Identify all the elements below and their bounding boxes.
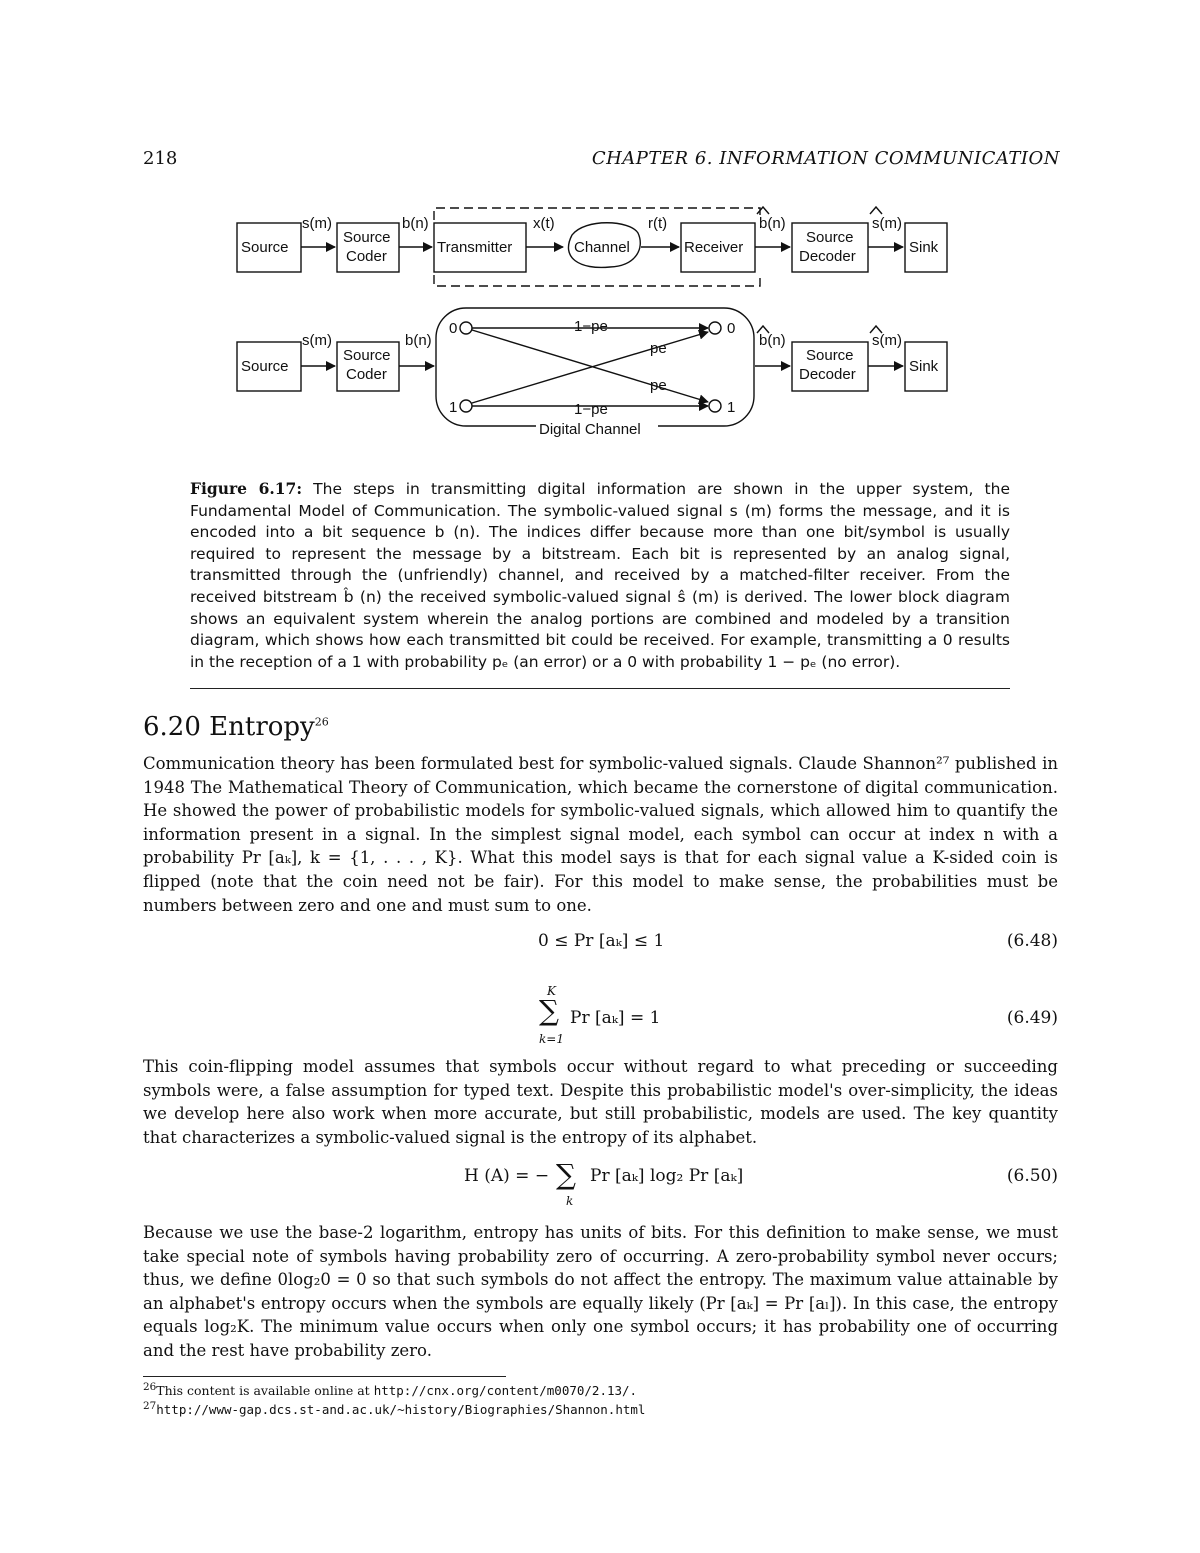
equation-6-50-sum-sign: ∑ [556, 1158, 576, 1191]
lower-signal-sm: s(m) [302, 332, 332, 349]
section-heading [143, 712, 329, 742]
lower-source-coder-label-2: Coder [346, 366, 387, 383]
section-title: 6.20 Entropy [143, 712, 315, 742]
channel-input-0: 0 [449, 320, 458, 337]
output-1-node [709, 400, 721, 412]
equation-6-50-rhs: Pr [aₖ] log₂ Pr [aₖ] [590, 1166, 744, 1186]
upper-source-coder-label-2: Coder [346, 248, 387, 265]
lower-source-decoder-label-2: Decoder [799, 366, 856, 383]
page-number: 218 [143, 148, 178, 169]
equation-number-6-48: (6.48) [1006, 931, 1058, 951]
figure-diagram [0, 190, 1200, 450]
equation-6-50-lhs: H (A) = − [464, 1166, 550, 1186]
equation-6-48: 0 ≤ Pr [aₖ] ≤ 1 [538, 931, 665, 951]
lower-signal-sm-hat: s(m) [872, 332, 902, 349]
caption-rule [190, 688, 1010, 689]
footnote-rule [143, 1376, 506, 1377]
upper-channel-label: Channel [574, 239, 630, 256]
equation-6-50-sum-index: k [566, 1194, 574, 1208]
lower-source-decoder-label-1: Source [806, 347, 854, 364]
equation-6-49: Pr [aₖ] = 1 [570, 1008, 661, 1028]
equation-6-49-sum [539, 984, 569, 1044]
upper-signal-bn-hat: b(n) [759, 215, 786, 232]
upper-source-decoder-label-1: Source [806, 229, 854, 246]
footnote-27 [143, 1400, 645, 1417]
channel-output-1: 1 [727, 399, 736, 416]
sum-lower-limit: k=1 [539, 1032, 564, 1046]
upper-transmitter-label: Transmitter [437, 239, 513, 256]
upper-signal-xt: x(t) [533, 215, 555, 232]
prob-cross-1: pe [650, 340, 667, 357]
footnote-26-text: This content is available online at [156, 1383, 374, 1399]
channel-output-0: 0 [727, 320, 736, 337]
sum-sign: ∑ [539, 994, 559, 1027]
footnote-27-mark: 27 [143, 1400, 157, 1412]
paragraph-1: Communication theory has been formulated best for symbolic-valued signals. Claude Shannon²⁷ published in 1948 The Mathematical Theory of Communication, which became the cornerstone of digital communication. He showed the power of probabilistic models for symbolic-valued signals, which allowed him to quantify the information present in a signal. In the simplest signal model, each symbol can occur at index n with a probability Pr [aₖ], k = {1, . . . , K}. What this model says is that for each signal value a K-sided coin is flipped (note that the coin need not be fair). For this model to make sense, the probabilities must be numbers between zero and one and must sum to one. [143, 754, 1058, 915]
upper-source-coder-label-1: Source [343, 229, 391, 246]
sum-upper-limit: K [547, 984, 556, 998]
upper-sink-label: Sink [909, 239, 939, 256]
lower-source-coder-label-1: Source [343, 347, 391, 364]
figure-caption-text: The steps in transmitting digital information are shown in the upper system, the Fundamental Model of Communication. The symbolic-valued signal s (m) forms the message, and it is encoded into a bit sequence b (n). The indices differ because more than one bit/symbol is usually required to represent the message by a bitstream. Each bit is represented by an analog signal, transmitted through the (unfriendly) channel, and received by a matched-filter receiver. From the received bitstream b̂ (n) the received symbolic-valued signal ŝ (m) is derived. The lower block diagram shows an equivalent system wherein the analog portions are combined and modeled by a transition diagram, which shows how each transmitted bit could be received. For example, transmitting a 0 results in the reception of a 1 with probability pₑ (an error) or a 0 with probability 1 − pₑ (no error). [190, 480, 1010, 671]
prob-bottom: 1−pe [574, 401, 608, 418]
equation-number-6-49: (6.49) [1006, 1008, 1058, 1028]
paragraph-2: This coin-flipping model assumes that symbols occur without regard to what preceding or succeeding symbols were, a false assumption for typed text. Despite this probabilistic model's over-simplicity, the ideas we develop here also work when more accurate, but still probabilistic, models are used. The key quantity that characterizes a symbolic-valued signal is the entropy of its alphabet. [143, 1057, 1058, 1147]
equation-number-6-50: (6.50) [1006, 1166, 1058, 1186]
footnote-26-mark: 26 [143, 1381, 157, 1393]
figure-caption [190, 478, 1010, 673]
section-footnote-mark: 26 [314, 715, 329, 729]
lower-source-label: Source [241, 358, 289, 375]
running-head: CHAPTER 6. INFORMATION COMMUNICATION [591, 148, 1060, 169]
input-0-node [460, 322, 472, 334]
output-0-node [709, 322, 721, 334]
upper-signal-rt: r(t) [648, 215, 668, 232]
lower-signal-bn: b(n) [405, 332, 432, 349]
prob-cross-2: pe [650, 377, 667, 394]
footnote-26-link[interactable]: http://cnx.org/content/m0070/2.13/. [373, 1383, 638, 1399]
prob-top: 1−pe [574, 318, 608, 335]
upper-signal-sm-hat: s(m) [872, 215, 902, 232]
footnote-26 [143, 1381, 637, 1398]
lower-sink-label: Sink [909, 358, 939, 375]
input-1-node [460, 400, 472, 412]
upper-source-decoder-label-2: Decoder [799, 248, 856, 265]
digital-channel-label: Digital Channel [539, 421, 641, 438]
upper-receiver-label: Receiver [684, 239, 744, 256]
upper-source-label: Source [241, 239, 289, 256]
footnote-27-link[interactable]: http://www-gap.dcs.st-and.ac.uk/~history/Biographies/Shannon.html [156, 1402, 646, 1418]
channel-input-1: 1 [449, 399, 458, 416]
upper-signal-bn: b(n) [402, 215, 429, 232]
lower-signal-bn-hat: b(n) [759, 332, 786, 349]
paragraph-3: Because we use the base-2 logarithm, entropy has units of bits. For this definition to make sense, we must take special note of symbols having probability zero of occurring. A zero-probability symbol never occurs; thus, we define 0log₂0 = 0 so that such symbols do not affect the entropy. The maximum value attainable by an alphabet's entropy occurs when the symbols are equally likely (Pr [aₖ] = Pr [aₗ]). In this case, the entropy equals log₂K. The minimum value occurs when only one symbol occurs; it has probability one of occurring and the rest have probability zero. [143, 1223, 1058, 1360]
figure-caption-label: Figure 6.17: [190, 479, 303, 498]
upper-signal-sm: s(m) [302, 215, 332, 232]
